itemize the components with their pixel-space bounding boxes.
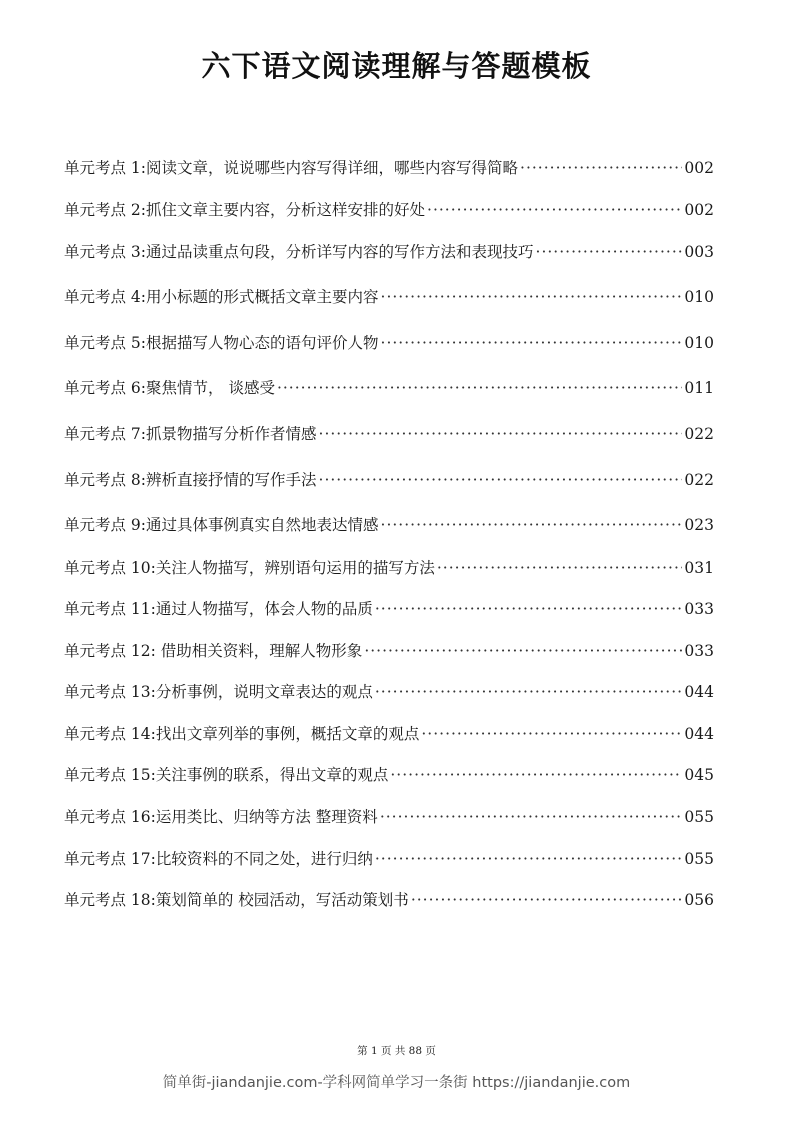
toc-label: 单元考点 3:通过品读重点句段，分析详写内容的写作方法和表现技巧 bbox=[64, 243, 534, 261]
toc-page-number: 056 bbox=[684, 891, 714, 909]
toc-leader bbox=[536, 239, 683, 265]
toc-label: 单元考点 2:抓住文章主要内容，分析这样安排的好处 bbox=[64, 201, 426, 219]
toc-leader bbox=[520, 155, 682, 181]
toc-row[interactable] bbox=[64, 330, 714, 356]
toc-row[interactable] bbox=[64, 804, 714, 830]
toc-leader bbox=[381, 330, 683, 356]
toc-leader bbox=[427, 197, 682, 223]
toc-leader bbox=[390, 762, 682, 788]
toc-leader bbox=[421, 721, 682, 747]
toc-row[interactable] bbox=[64, 284, 714, 310]
toc-row[interactable] bbox=[64, 596, 714, 622]
toc-label: 单元考点 17:比较资料的不同之处，进行归纳 bbox=[64, 850, 373, 868]
toc-page-number: 045 bbox=[684, 766, 714, 784]
toc-page-number: 022 bbox=[684, 471, 714, 489]
toc-page-number: 044 bbox=[684, 683, 714, 701]
toc-page-number: 010 bbox=[684, 288, 714, 306]
footer-watermark: 简单街-jiandanjie.com-学科网简单学习一条街 https://jiandanjie.com bbox=[162, 1075, 631, 1091]
toc-row[interactable] bbox=[64, 375, 714, 401]
toc-leader bbox=[364, 638, 682, 664]
toc-row[interactable] bbox=[64, 467, 714, 493]
toc-leader bbox=[381, 284, 683, 310]
toc-page-number: 022 bbox=[684, 425, 714, 443]
toc-label: 单元考点 16:运用类比、归纳等方法 整理资料 bbox=[64, 808, 378, 826]
toc-label: 单元考点 12: 借助相关资料，理解人物形象 bbox=[64, 642, 363, 660]
toc-row[interactable] bbox=[64, 512, 714, 538]
toc-page-number: 002 bbox=[684, 159, 714, 177]
toc-label: 单元考点 18:策划简单的 校园活动，写活动策划书 bbox=[64, 891, 409, 909]
toc-row[interactable] bbox=[64, 846, 714, 872]
toc-row[interactable] bbox=[64, 555, 714, 581]
toc-leader bbox=[411, 887, 683, 913]
toc-row[interactable] bbox=[64, 721, 714, 747]
toc-row[interactable] bbox=[64, 762, 714, 788]
toc-label: 单元考点 15:关注事例的联系，得出文章的观点 bbox=[64, 766, 389, 784]
toc-label: 单元考点 8:辨析直接抒情的写作手法 bbox=[64, 471, 317, 489]
toc-row[interactable] bbox=[64, 638, 714, 664]
toc-page-number: 031 bbox=[684, 559, 714, 577]
toc-leader bbox=[381, 512, 683, 538]
toc-leader bbox=[277, 375, 682, 401]
toc-row[interactable] bbox=[64, 679, 714, 705]
toc-label: 单元考点 13:分析事例，说明文章表达的观点 bbox=[64, 683, 373, 701]
toc-page-number: 023 bbox=[684, 516, 714, 534]
toc-page-number: 010 bbox=[684, 334, 714, 352]
toc-page-number: 055 bbox=[684, 808, 714, 826]
toc-leader bbox=[380, 804, 683, 830]
toc-label: 单元考点 10:关注人物描写，辨别语句运用的描写方法 bbox=[64, 559, 435, 577]
page-title: 六下语文阅读理解与答题模板 bbox=[201, 49, 592, 83]
toc-row[interactable] bbox=[64, 421, 714, 447]
toc-row[interactable] bbox=[64, 197, 714, 223]
toc-label: 单元考点 11:通过人物描写，体会人物的品质 bbox=[64, 600, 373, 618]
toc-row[interactable] bbox=[64, 239, 714, 265]
toc-page-number: 002 bbox=[684, 201, 714, 219]
toc-row[interactable] bbox=[64, 155, 714, 181]
toc-label: 单元考点 6:聚焦情节， 谈感受 bbox=[64, 379, 275, 397]
toc-page-number: 055 bbox=[684, 850, 714, 868]
toc-leader bbox=[375, 846, 683, 872]
toc-page-number: 011 bbox=[684, 379, 714, 397]
toc-leader bbox=[319, 467, 683, 493]
toc-label: 单元考点 5:根据描写人物心态的语句评价人物 bbox=[64, 334, 379, 352]
toc-label: 单元考点 9:通过具体事例真实自然地表达情感 bbox=[64, 516, 379, 534]
toc-leader bbox=[319, 421, 683, 447]
toc-page-number: 033 bbox=[684, 600, 714, 618]
toc-page-number: 033 bbox=[684, 642, 714, 660]
toc-page-number: 044 bbox=[684, 725, 714, 743]
toc-label: 单元考点 4:用小标题的形式概括文章主要内容 bbox=[64, 288, 379, 306]
toc-page-number: 003 bbox=[684, 243, 714, 261]
toc-leader bbox=[437, 555, 683, 581]
page-number: 第 1 页 共 88 页 bbox=[357, 1045, 436, 1057]
toc-label: 单元考点 1:阅读文章，说说哪些内容写得详细，哪些内容写得简略 bbox=[64, 159, 519, 177]
toc-leader bbox=[375, 596, 683, 622]
toc-label: 单元考点 7:抓景物描写分析作者情感 bbox=[64, 425, 317, 443]
toc-label: 单元考点 14:找出文章列举的事例，概括文章的观点 bbox=[64, 725, 420, 743]
toc-leader bbox=[375, 679, 683, 705]
toc-row[interactable] bbox=[64, 887, 714, 913]
